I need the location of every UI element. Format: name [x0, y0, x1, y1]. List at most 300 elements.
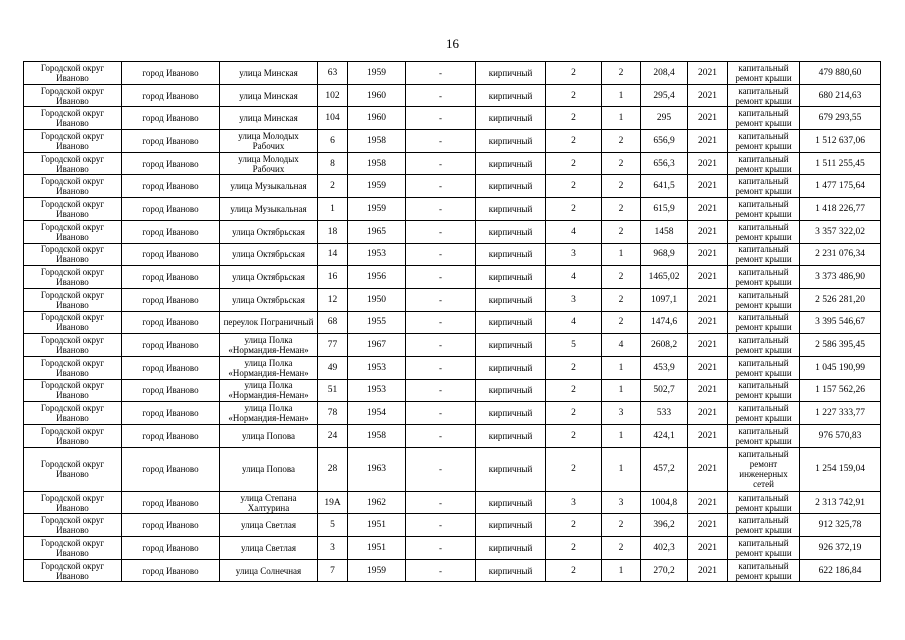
dash-cell: - [406, 288, 476, 311]
cost-cell: 926 372,19 [800, 537, 881, 560]
entrances-cell: 2 [602, 152, 641, 175]
floors-cell: 2 [546, 356, 602, 379]
area-cell: 641,5 [641, 175, 688, 198]
area-cell: 453,9 [641, 356, 688, 379]
entrances-cell: 3 [602, 491, 641, 514]
entrances-cell: 1 [602, 356, 641, 379]
floors-cell: 4 [546, 266, 602, 289]
entrances-cell: 1 [602, 559, 641, 582]
street-cell: улица Степана Халтурина [220, 491, 318, 514]
district-cell: Городской округ Иваново [24, 334, 122, 357]
street-cell: улица Полка «Нормандия-Неман» [220, 356, 318, 379]
house-number-cell: 7 [318, 559, 348, 582]
city-cell: город Иваново [122, 491, 220, 514]
plan-year-cell: 2021 [688, 152, 728, 175]
wall-material-cell: кирпичный [476, 425, 546, 448]
dash-cell: - [406, 537, 476, 560]
dash-cell: - [406, 514, 476, 537]
city-cell: город Иваново [122, 288, 220, 311]
street-cell: улица Солнечная [220, 559, 318, 582]
dash-cell: - [406, 243, 476, 266]
floors-cell: 2 [546, 514, 602, 537]
wall-material-cell: кирпичный [476, 491, 546, 514]
wall-material-cell: кирпичный [476, 356, 546, 379]
table-body [24, 62, 881, 582]
floors-cell: 5 [546, 334, 602, 357]
build-year-cell: 1959 [348, 559, 406, 582]
house-number-cell: 77 [318, 334, 348, 357]
house-number-cell: 8 [318, 152, 348, 175]
build-year-cell: 1953 [348, 356, 406, 379]
city-cell: город Иваново [122, 130, 220, 153]
wall-material-cell: кирпичный [476, 84, 546, 107]
house-number-cell: 18 [318, 220, 348, 243]
cost-cell: 622 186,84 [800, 559, 881, 582]
cost-cell: 1 477 175,64 [800, 175, 881, 198]
dash-cell: - [406, 62, 476, 85]
entrances-cell: 2 [602, 311, 641, 334]
house-number-cell: 24 [318, 425, 348, 448]
dash-cell: - [406, 84, 476, 107]
house-number-cell: 28 [318, 447, 348, 491]
area-cell: 457,2 [641, 447, 688, 491]
table-row [24, 130, 881, 153]
table-row [24, 198, 881, 221]
table-row [24, 107, 881, 130]
table-row [24, 220, 881, 243]
street-cell: улица Октябрьская [220, 266, 318, 289]
district-cell: Городской округ Иваново [24, 84, 122, 107]
floors-cell: 3 [546, 491, 602, 514]
work-type-cell: капитальный ремонт крыши [728, 559, 800, 582]
plan-year-cell: 2021 [688, 537, 728, 560]
wall-material-cell: кирпичный [476, 266, 546, 289]
area-cell: 615,9 [641, 198, 688, 221]
cost-cell: 2 526 281,20 [800, 288, 881, 311]
house-number-cell: 51 [318, 379, 348, 402]
dash-cell: - [406, 356, 476, 379]
entrances-cell: 1 [602, 447, 641, 491]
plan-year-cell: 2021 [688, 130, 728, 153]
street-cell: улица Попова [220, 447, 318, 491]
work-type-cell: капитальный ремонт крыши [728, 334, 800, 357]
table-row [24, 356, 881, 379]
district-cell: Городской округ Иваново [24, 152, 122, 175]
build-year-cell: 1959 [348, 175, 406, 198]
dash-cell: - [406, 107, 476, 130]
dash-cell: - [406, 379, 476, 402]
cost-cell: 1 512 637,06 [800, 130, 881, 153]
city-cell: город Иваново [122, 152, 220, 175]
entrances-cell: 2 [602, 130, 641, 153]
table-row [24, 425, 881, 448]
district-cell: Городской округ Иваново [24, 559, 122, 582]
cost-cell: 2 231 076,34 [800, 243, 881, 266]
table-row [24, 288, 881, 311]
area-cell: 533 [641, 402, 688, 425]
district-cell: Городской округ Иваново [24, 175, 122, 198]
cost-cell: 680 214,63 [800, 84, 881, 107]
dash-cell: - [406, 491, 476, 514]
floors-cell: 2 [546, 425, 602, 448]
area-cell: 656,9 [641, 130, 688, 153]
entrances-cell: 1 [602, 107, 641, 130]
city-cell: город Иваново [122, 514, 220, 537]
cost-cell: 679 293,55 [800, 107, 881, 130]
entrances-cell: 1 [602, 379, 641, 402]
dash-cell: - [406, 220, 476, 243]
dash-cell: - [406, 175, 476, 198]
cost-cell: 3 373 486,90 [800, 266, 881, 289]
cost-cell: 1 157 562,26 [800, 379, 881, 402]
build-year-cell: 1958 [348, 425, 406, 448]
plan-year-cell: 2021 [688, 175, 728, 198]
cost-cell: 976 570,83 [800, 425, 881, 448]
housing-registry-table [23, 61, 881, 582]
entrances-cell: 2 [602, 175, 641, 198]
floors-cell: 2 [546, 84, 602, 107]
street-cell: улица Музыкальная [220, 175, 318, 198]
plan-year-cell: 2021 [688, 288, 728, 311]
city-cell: город Иваново [122, 84, 220, 107]
plan-year-cell: 2021 [688, 356, 728, 379]
area-cell: 424,1 [641, 425, 688, 448]
wall-material-cell: кирпичный [476, 559, 546, 582]
work-type-cell: капитальный ремонт крыши [728, 220, 800, 243]
house-number-cell: 12 [318, 288, 348, 311]
street-cell: улица Октябрьская [220, 288, 318, 311]
district-cell: Городской округ Иваново [24, 514, 122, 537]
street-cell: переулок Пограничный [220, 311, 318, 334]
cost-cell: 3 357 322,02 [800, 220, 881, 243]
city-cell: город Иваново [122, 220, 220, 243]
house-number-cell: 3 [318, 537, 348, 560]
floors-cell: 2 [546, 447, 602, 491]
area-cell: 1458 [641, 220, 688, 243]
street-cell: улица Молодых Рабочих [220, 130, 318, 153]
dash-cell: - [406, 152, 476, 175]
wall-material-cell: кирпичный [476, 514, 546, 537]
work-type-cell: капитальный ремонт крыши [728, 379, 800, 402]
district-cell: Городской округ Иваново [24, 130, 122, 153]
work-type-cell: капитальный ремонт крыши [728, 537, 800, 560]
district-cell: Городской округ Иваново [24, 402, 122, 425]
street-cell: улица Светлая [220, 537, 318, 560]
table-row [24, 514, 881, 537]
wall-material-cell: кирпичный [476, 243, 546, 266]
house-number-cell: 19А [318, 491, 348, 514]
floors-cell: 2 [546, 130, 602, 153]
entrances-cell: 2 [602, 514, 641, 537]
floors-cell: 2 [546, 379, 602, 402]
wall-material-cell: кирпичный [476, 537, 546, 560]
house-number-cell: 16 [318, 266, 348, 289]
table-row [24, 266, 881, 289]
district-cell: Городской округ Иваново [24, 62, 122, 85]
plan-year-cell: 2021 [688, 220, 728, 243]
cost-cell: 1 418 226,77 [800, 198, 881, 221]
table-row [24, 311, 881, 334]
work-type-cell: капитальный ремонт крыши [728, 175, 800, 198]
plan-year-cell: 2021 [688, 266, 728, 289]
street-cell: улица Минская [220, 62, 318, 85]
city-cell: город Иваново [122, 425, 220, 448]
house-number-cell: 6 [318, 130, 348, 153]
cost-cell: 2 313 742,91 [800, 491, 881, 514]
district-cell: Городской округ Иваново [24, 379, 122, 402]
cost-cell: 3 395 546,67 [800, 311, 881, 334]
wall-material-cell: кирпичный [476, 107, 546, 130]
district-cell: Городской округ Иваново [24, 311, 122, 334]
district-cell: Городской округ Иваново [24, 491, 122, 514]
plan-year-cell: 2021 [688, 107, 728, 130]
area-cell: 1465,02 [641, 266, 688, 289]
build-year-cell: 1960 [348, 84, 406, 107]
floors-cell: 2 [546, 537, 602, 560]
cost-cell: 1 511 255,45 [800, 152, 881, 175]
city-cell: город Иваново [122, 107, 220, 130]
district-cell: Городской округ Иваново [24, 447, 122, 491]
work-type-cell: капитальный ремонт крыши [728, 84, 800, 107]
table-row [24, 84, 881, 107]
entrances-cell: 2 [602, 537, 641, 560]
district-cell: Городской округ Иваново [24, 243, 122, 266]
build-year-cell: 1951 [348, 537, 406, 560]
wall-material-cell: кирпичный [476, 447, 546, 491]
build-year-cell: 1958 [348, 152, 406, 175]
wall-material-cell: кирпичный [476, 220, 546, 243]
area-cell: 396,2 [641, 514, 688, 537]
floors-cell: 2 [546, 402, 602, 425]
work-type-cell: капитальный ремонт инженерных сетей [728, 447, 800, 491]
floors-cell: 2 [546, 559, 602, 582]
build-year-cell: 1963 [348, 447, 406, 491]
table-row [24, 402, 881, 425]
work-type-cell: капитальный ремонт крыши [728, 311, 800, 334]
plan-year-cell: 2021 [688, 334, 728, 357]
wall-material-cell: кирпичный [476, 198, 546, 221]
entrances-cell: 1 [602, 425, 641, 448]
plan-year-cell: 2021 [688, 379, 728, 402]
district-cell: Городской округ Иваново [24, 288, 122, 311]
plan-year-cell: 2021 [688, 402, 728, 425]
city-cell: город Иваново [122, 266, 220, 289]
work-type-cell: капитальный ремонт крыши [728, 62, 800, 85]
area-cell: 295,4 [641, 84, 688, 107]
street-cell: улица Полка «Нормандия-Неман» [220, 334, 318, 357]
page-number: 16 [446, 36, 459, 51]
cost-cell: 479 880,60 [800, 62, 881, 85]
area-cell: 502,7 [641, 379, 688, 402]
dash-cell: - [406, 266, 476, 289]
work-type-cell: капитальный ремонт крыши [728, 491, 800, 514]
wall-material-cell: кирпичный [476, 402, 546, 425]
table-row [24, 62, 881, 85]
table-row [24, 334, 881, 357]
build-year-cell: 1958 [348, 130, 406, 153]
area-cell: 295 [641, 107, 688, 130]
area-cell: 1474,6 [641, 311, 688, 334]
street-cell: улица Минская [220, 84, 318, 107]
floors-cell: 2 [546, 175, 602, 198]
dash-cell: - [406, 198, 476, 221]
build-year-cell: 1950 [348, 288, 406, 311]
floors-cell: 4 [546, 220, 602, 243]
work-type-cell: капитальный ремонт крыши [728, 288, 800, 311]
entrances-cell: 4 [602, 334, 641, 357]
city-cell: город Иваново [122, 402, 220, 425]
street-cell: улица Минская [220, 107, 318, 130]
build-year-cell: 1959 [348, 62, 406, 85]
dash-cell: - [406, 130, 476, 153]
build-year-cell: 1960 [348, 107, 406, 130]
wall-material-cell: кирпичный [476, 130, 546, 153]
house-number-cell: 1 [318, 198, 348, 221]
work-type-cell: капитальный ремонт крыши [728, 130, 800, 153]
entrances-cell: 2 [602, 220, 641, 243]
city-cell: город Иваново [122, 356, 220, 379]
city-cell: город Иваново [122, 379, 220, 402]
table-row [24, 379, 881, 402]
city-cell: город Иваново [122, 198, 220, 221]
table-row [24, 152, 881, 175]
area-cell: 270,2 [641, 559, 688, 582]
work-type-cell: капитальный ремонт крыши [728, 198, 800, 221]
house-number-cell: 2 [318, 175, 348, 198]
entrances-cell: 1 [602, 243, 641, 266]
wall-material-cell: кирпичный [476, 175, 546, 198]
district-cell: Городской округ Иваново [24, 220, 122, 243]
work-type-cell: капитальный ремонт крыши [728, 425, 800, 448]
entrances-cell: 2 [602, 266, 641, 289]
street-cell: улица Полка «Нормандия-Неман» [220, 402, 318, 425]
dash-cell: - [406, 311, 476, 334]
street-cell: улица Полка «Нормандия-Неман» [220, 379, 318, 402]
street-cell: улица Музыкальная [220, 198, 318, 221]
plan-year-cell: 2021 [688, 514, 728, 537]
area-cell: 2608,2 [641, 334, 688, 357]
cost-cell: 912 325,78 [800, 514, 881, 537]
plan-year-cell: 2021 [688, 243, 728, 266]
build-year-cell: 1953 [348, 379, 406, 402]
street-cell: улица Октябрьская [220, 243, 318, 266]
house-number-cell: 104 [318, 107, 348, 130]
table-row [24, 175, 881, 198]
entrances-cell: 2 [602, 198, 641, 221]
city-cell: город Иваново [122, 311, 220, 334]
wall-material-cell: кирпичный [476, 334, 546, 357]
entrances-cell: 3 [602, 402, 641, 425]
dash-cell: - [406, 402, 476, 425]
plan-year-cell: 2021 [688, 62, 728, 85]
floors-cell: 3 [546, 243, 602, 266]
floors-cell: 3 [546, 288, 602, 311]
build-year-cell: 1965 [348, 220, 406, 243]
city-cell: город Иваново [122, 334, 220, 357]
work-type-cell: капитальный ремонт крыши [728, 402, 800, 425]
floors-cell: 2 [546, 62, 602, 85]
street-cell: улица Попова [220, 425, 318, 448]
wall-material-cell: кирпичный [476, 62, 546, 85]
build-year-cell: 1951 [348, 514, 406, 537]
area-cell: 1004,8 [641, 491, 688, 514]
plan-year-cell: 2021 [688, 559, 728, 582]
district-cell: Городской округ Иваново [24, 198, 122, 221]
house-number-cell: 78 [318, 402, 348, 425]
street-cell: улица Светлая [220, 514, 318, 537]
house-number-cell: 5 [318, 514, 348, 537]
house-number-cell: 102 [318, 84, 348, 107]
build-year-cell: 1956 [348, 266, 406, 289]
wall-material-cell: кирпичный [476, 152, 546, 175]
cost-cell: 1 254 159,04 [800, 447, 881, 491]
floors-cell: 2 [546, 107, 602, 130]
area-cell: 1097,1 [641, 288, 688, 311]
wall-material-cell: кирпичный [476, 288, 546, 311]
house-number-cell: 68 [318, 311, 348, 334]
build-year-cell: 1962 [348, 491, 406, 514]
plan-year-cell: 2021 [688, 311, 728, 334]
plan-year-cell: 2021 [688, 84, 728, 107]
district-cell: Городской округ Иваново [24, 537, 122, 560]
district-cell: Городской округ Иваново [24, 107, 122, 130]
work-type-cell: капитальный ремонт крыши [728, 107, 800, 130]
work-type-cell: капитальный ремонт крыши [728, 266, 800, 289]
city-cell: город Иваново [122, 559, 220, 582]
cost-cell: 1 227 333,77 [800, 402, 881, 425]
work-type-cell: капитальный ремонт крыши [728, 514, 800, 537]
wall-material-cell: кирпичный [476, 379, 546, 402]
city-cell: город Иваново [122, 243, 220, 266]
wall-material-cell: кирпичный [476, 311, 546, 334]
build-year-cell: 1967 [348, 334, 406, 357]
cost-cell: 1 045 190,99 [800, 356, 881, 379]
district-cell: Городской округ Иваново [24, 356, 122, 379]
build-year-cell: 1959 [348, 198, 406, 221]
floors-cell: 2 [546, 152, 602, 175]
house-number-cell: 49 [318, 356, 348, 379]
dash-cell: - [406, 425, 476, 448]
floors-cell: 4 [546, 311, 602, 334]
dash-cell: - [406, 334, 476, 357]
entrances-cell: 2 [602, 62, 641, 85]
table-row [24, 491, 881, 514]
plan-year-cell: 2021 [688, 198, 728, 221]
floors-cell: 2 [546, 198, 602, 221]
city-cell: город Иваново [122, 62, 220, 85]
city-cell: город Иваново [122, 537, 220, 560]
house-number-cell: 63 [318, 62, 348, 85]
table-row [24, 537, 881, 560]
work-type-cell: капитальный ремонт крыши [728, 152, 800, 175]
area-cell: 656,3 [641, 152, 688, 175]
house-number-cell: 14 [318, 243, 348, 266]
area-cell: 208,4 [641, 62, 688, 85]
entrances-cell: 1 [602, 84, 641, 107]
plan-year-cell: 2021 [688, 447, 728, 491]
city-cell: город Иваново [122, 447, 220, 491]
table-row [24, 447, 881, 491]
street-cell: улица Октябрьская [220, 220, 318, 243]
dash-cell: - [406, 559, 476, 582]
table-row [24, 243, 881, 266]
district-cell: Городской округ Иваново [24, 266, 122, 289]
dash-cell: - [406, 447, 476, 491]
work-type-cell: капитальный ремонт крыши [728, 243, 800, 266]
street-cell: улица Молодых Рабочих [220, 152, 318, 175]
area-cell: 968,9 [641, 243, 688, 266]
city-cell: город Иваново [122, 175, 220, 198]
